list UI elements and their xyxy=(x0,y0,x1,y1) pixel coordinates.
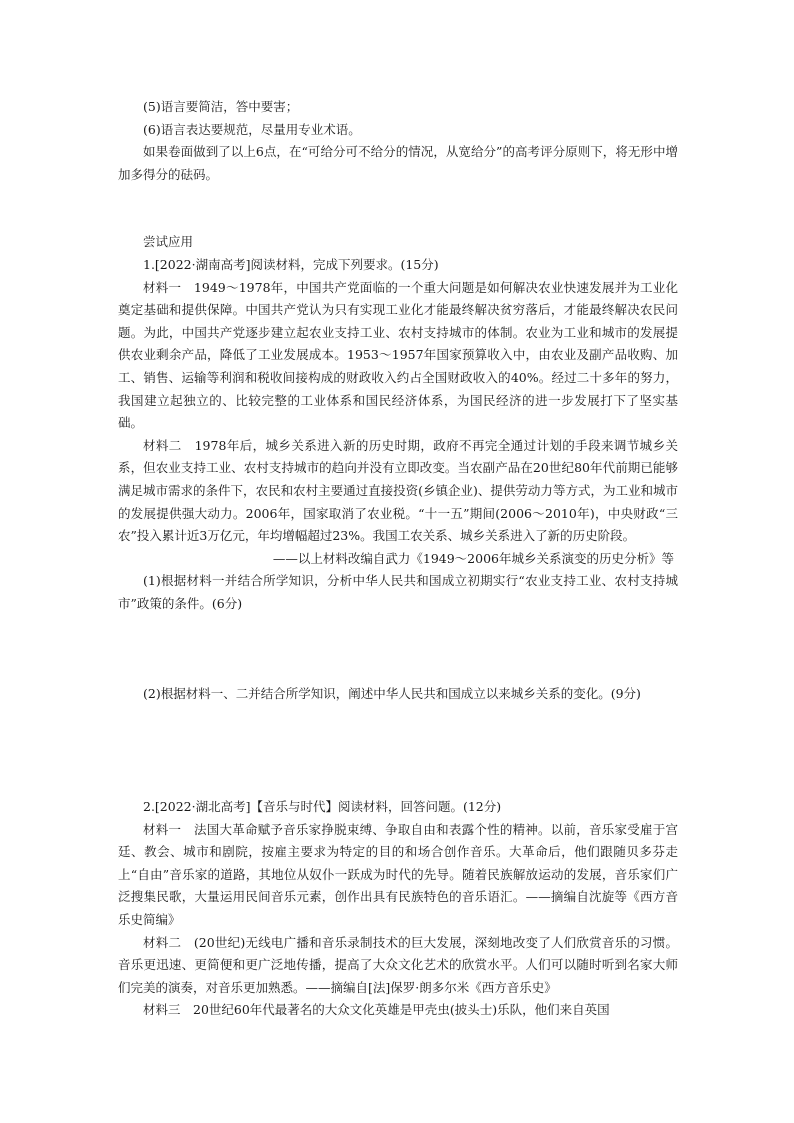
section-title: 尝试应用 xyxy=(143,234,194,250)
q2-material-1: 材料一 法国大革命赋予音乐家挣脱束缚、争取自由和表露个性的精神。以前，音乐家受雇于宫廷、教会、城市和剧院，按雇主要求为特定的目的和场合创作音乐。大革命后，他们跟随贝多芬走上“自由”音乐家的道路，其地位从奴仆一跃成为时代的先导。随着民族解放运动的发展，音乐家们广泛搜集民歌，大量运用民间音乐元素，创作出具有民族特色的音乐语汇。——摘编自沈旋等《西方音乐史简编》 xyxy=(118,821,678,928)
q1-subquestion-1: (1)根据材料一并结合所学知识，分析中华人民共和国成立初期实行“农业支持工业、农村支持城市”政策的条件。(6分) xyxy=(118,573,678,611)
q2-material-3: 材料三 20世纪60年代最著名的大众文化英雄是甲壳虫(披头士)乐队，他们来自英国 xyxy=(143,1002,610,1018)
intro-summary: 如果卷面做到了以上6点，在“可给分可不给分的情况，从宽给分”的高考评分原则下，将无形中增加多得分的砝码。 xyxy=(118,144,678,182)
answer-space-2 xyxy=(118,706,678,796)
spacer xyxy=(118,186,678,231)
q1-material-2: 材料二 1978年后，城乡关系进入新的历史时期，政府不再完全通过计划的手段来调节城乡关系，但农业支持工业、农村支持城市的趋向并没有立即改变。当农副产品在20世纪80年代前期已能够满足城市需求的条件下，农民和农村主要通过直接投资(乡镇企业)、提供劳动力等方式，为工业和城市的发展提供强大动力。2006年，国家取消了农业税。“十一五”期间(2006～2010年)，中央财政“三农”投入累计近3万亿元，年均增幅超过23%。我国工农关系、城乡关系进入了新的历史阶段。 xyxy=(118,437,678,544)
page-content xyxy=(118,96,678,1022)
q1-subquestion-2: (2)根据材料一、二并结合所学知识，阐述中华人民共和国成立以来城乡关系的变化。(9分) xyxy=(143,686,641,702)
question-2-heading: 2.[2022·湖北高考]【音乐与时代】阅读材料，回答问题。(12分) xyxy=(143,799,502,815)
question-1-heading: 1.[2022·湖南高考]阅读材料，完成下列要求。(15分) xyxy=(143,256,439,272)
q1-material-1: 材料一 1949～1978年，中国共产党面临的一个重大问题是如何解决农业快速发展并为工业化奠定基础和提供保障。中国共产党认为只有实现工业化才能最终解决贫穷落后，才能最终解决农民问题。为此，中国共产党逐步建立起农业支持工业、农村支持城市的体制。农业为工业和城市的发展提供农业剩余产品，降低了工业发展成本。1953～1957年国家预算收入中，由农业及副产品收购、加工、销售、运输等利润和税收间接构成的财政收入约占全国财政收入的40%。经过二十多年的努力，我国建立起独立的、比较完整的工业体系和国民经济体系，为国民经济的进一步发展打下了坚实基础。 xyxy=(118,279,678,431)
intro-point-5: (5)语言要简洁，答中要害； xyxy=(143,99,299,114)
q2-material-2: 材料二 (20世纪)无线电广播和音乐录制技术的巨大发展，深刻地改变了人们欣赏音乐的习惯。音乐更迅速、更简便和更广泛地传播，提高了大众文化艺术的欣赏水平。人们可以随时听到名家大师们完美的演奏，对音乐更加熟悉。——摘编自[法]保罗·朗多尔米《西方音乐史》 xyxy=(118,934,678,995)
answer-space-1 xyxy=(118,615,678,683)
q1-source: ——以上材料改编自武力《1949～2006年城乡关系演变的历史分析》等 xyxy=(272,550,674,566)
intro-point-6: (6)语言表达要规范，尽量用专业术语。 xyxy=(143,121,361,137)
